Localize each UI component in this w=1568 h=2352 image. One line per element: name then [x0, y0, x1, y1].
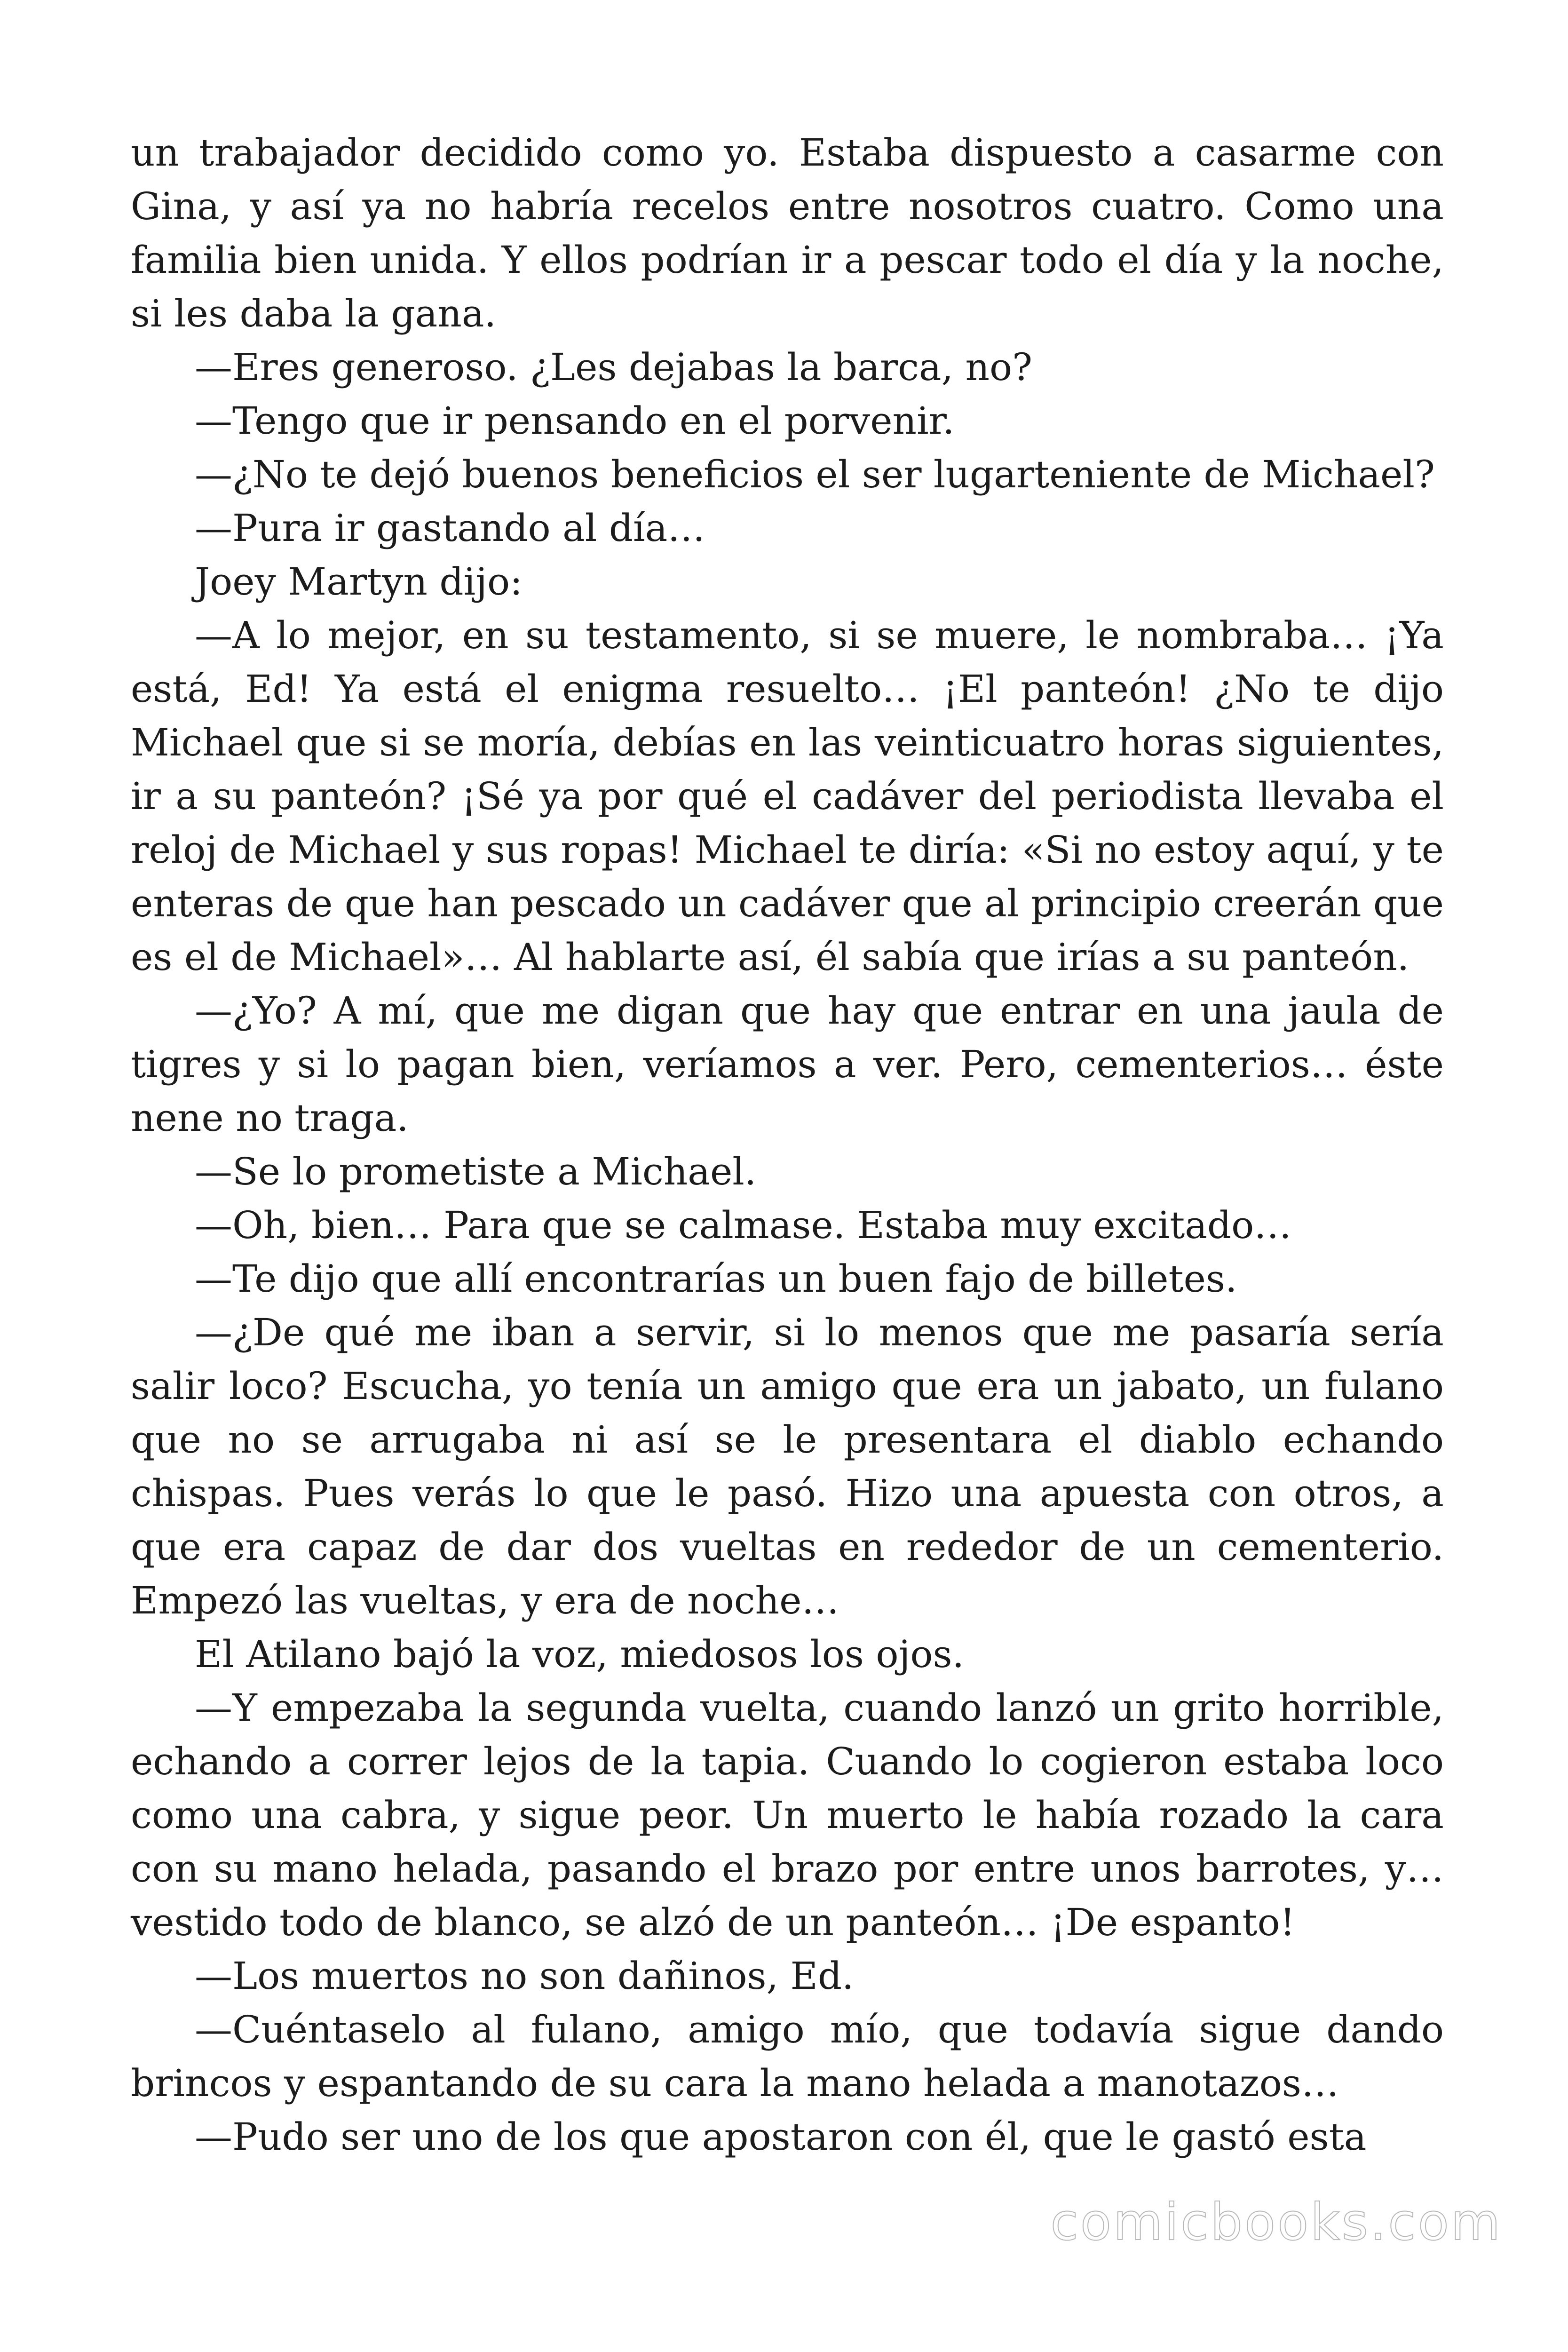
page-body [131, 126, 1444, 2164]
paragraph: Joey Martyn dijo: [195, 560, 523, 604]
paragraph: —Oh, bien… Para que se calmase. Estaba muy excitado… [195, 1203, 1292, 1247]
paragraph: —¿De qué me iban a servir, si lo menos que me pasaría sería salir loco? Escucha, yo tenía un amigo que era un jabato, un fulano que no se arrugaba ni así se le presentara el diablo echando chispas. Pues verás lo que le pasó. Hizo una apuesta con otros, a que era capaz de dar dos vueltas en rededor de un cementerio. Empezó las vueltas, y era de noche… [131, 1311, 1444, 1622]
paragraph: —Y empezaba la segunda vuelta, cuando lanzó un grito horrible, echando a correr lejos de la tapia. Cuando lo cogieron estaba loco como una cabra, y sigue peor. Un muerto le había rozado la cara con su mano helada, pasando el brazo por entre unos barrotes, y… vestido todo de blanco, se alzó de un panteón… ¡De espanto! [131, 1686, 1444, 1944]
watermark: comicbooks.com [1050, 2193, 1502, 2252]
paragraph: —Eres generoso. ¿Les dejabas la barca, no? [195, 345, 1033, 389]
paragraph: —Tengo que ir pensando en el porvenir. [195, 399, 955, 443]
paragraph: —¿No te dejó buenos beneficios el ser lugarteniente de Michael? [195, 453, 1435, 496]
paragraph: un trabajador decidido como yo. Estaba dispuesto a casarme con Gina, y así ya no habría recelos entre nosotros cuatro. Como una familia bien unida. Y ellos podrían ir a pescar todo el día y la noche, si les daba la gana. [131, 131, 1444, 335]
paragraph: El Atilano bajó la voz, miedosos los ojos. [195, 1632, 965, 1676]
paragraph: —Los muertos no son dañinos, Ed. [195, 1954, 854, 1998]
paragraph: —Se lo prometiste a Michael. [195, 1150, 757, 1193]
paragraph: —Pudo ser uno de los que apostaron con él, que le gastó esta [195, 2115, 1367, 2159]
paragraph: —Pura ir gastando al día… [195, 506, 705, 550]
paragraph: —A lo mejor, en su testamento, si se muere, le nombraba… ¡Ya está, Ed! Ya está el enigma resuelto… ¡El panteón! ¿No te dijo Michael que si se moría, debías en las veinticuatro horas siguientes, ir a su panteón? ¡Sé ya por qué el cadáver del periodista llevaba el reloj de Michael y sus ropas! Michael te diría: «Si no estoy aquí, y te enteras de que han pescado un cadáver que al principio creerán que es el de Michael»… Al hablarte así, él sabía que irías a su panteón. [131, 613, 1444, 979]
paragraph: —¿Yo? A mí, que me digan que hay que entrar en una jaula de tigres y si lo pagan bien, veríamos a ver. Pero, cementerios… éste nene no traga. [131, 989, 1444, 1140]
paragraph: —Cuéntaselo al fulano, amigo mío, que todavía sigue dando brincos y espantando de su cara la mano helada a manotazos… [131, 2008, 1444, 2105]
paragraph: —Te dijo que allí encontrarías un buen fajo de billetes. [195, 1257, 1237, 1301]
